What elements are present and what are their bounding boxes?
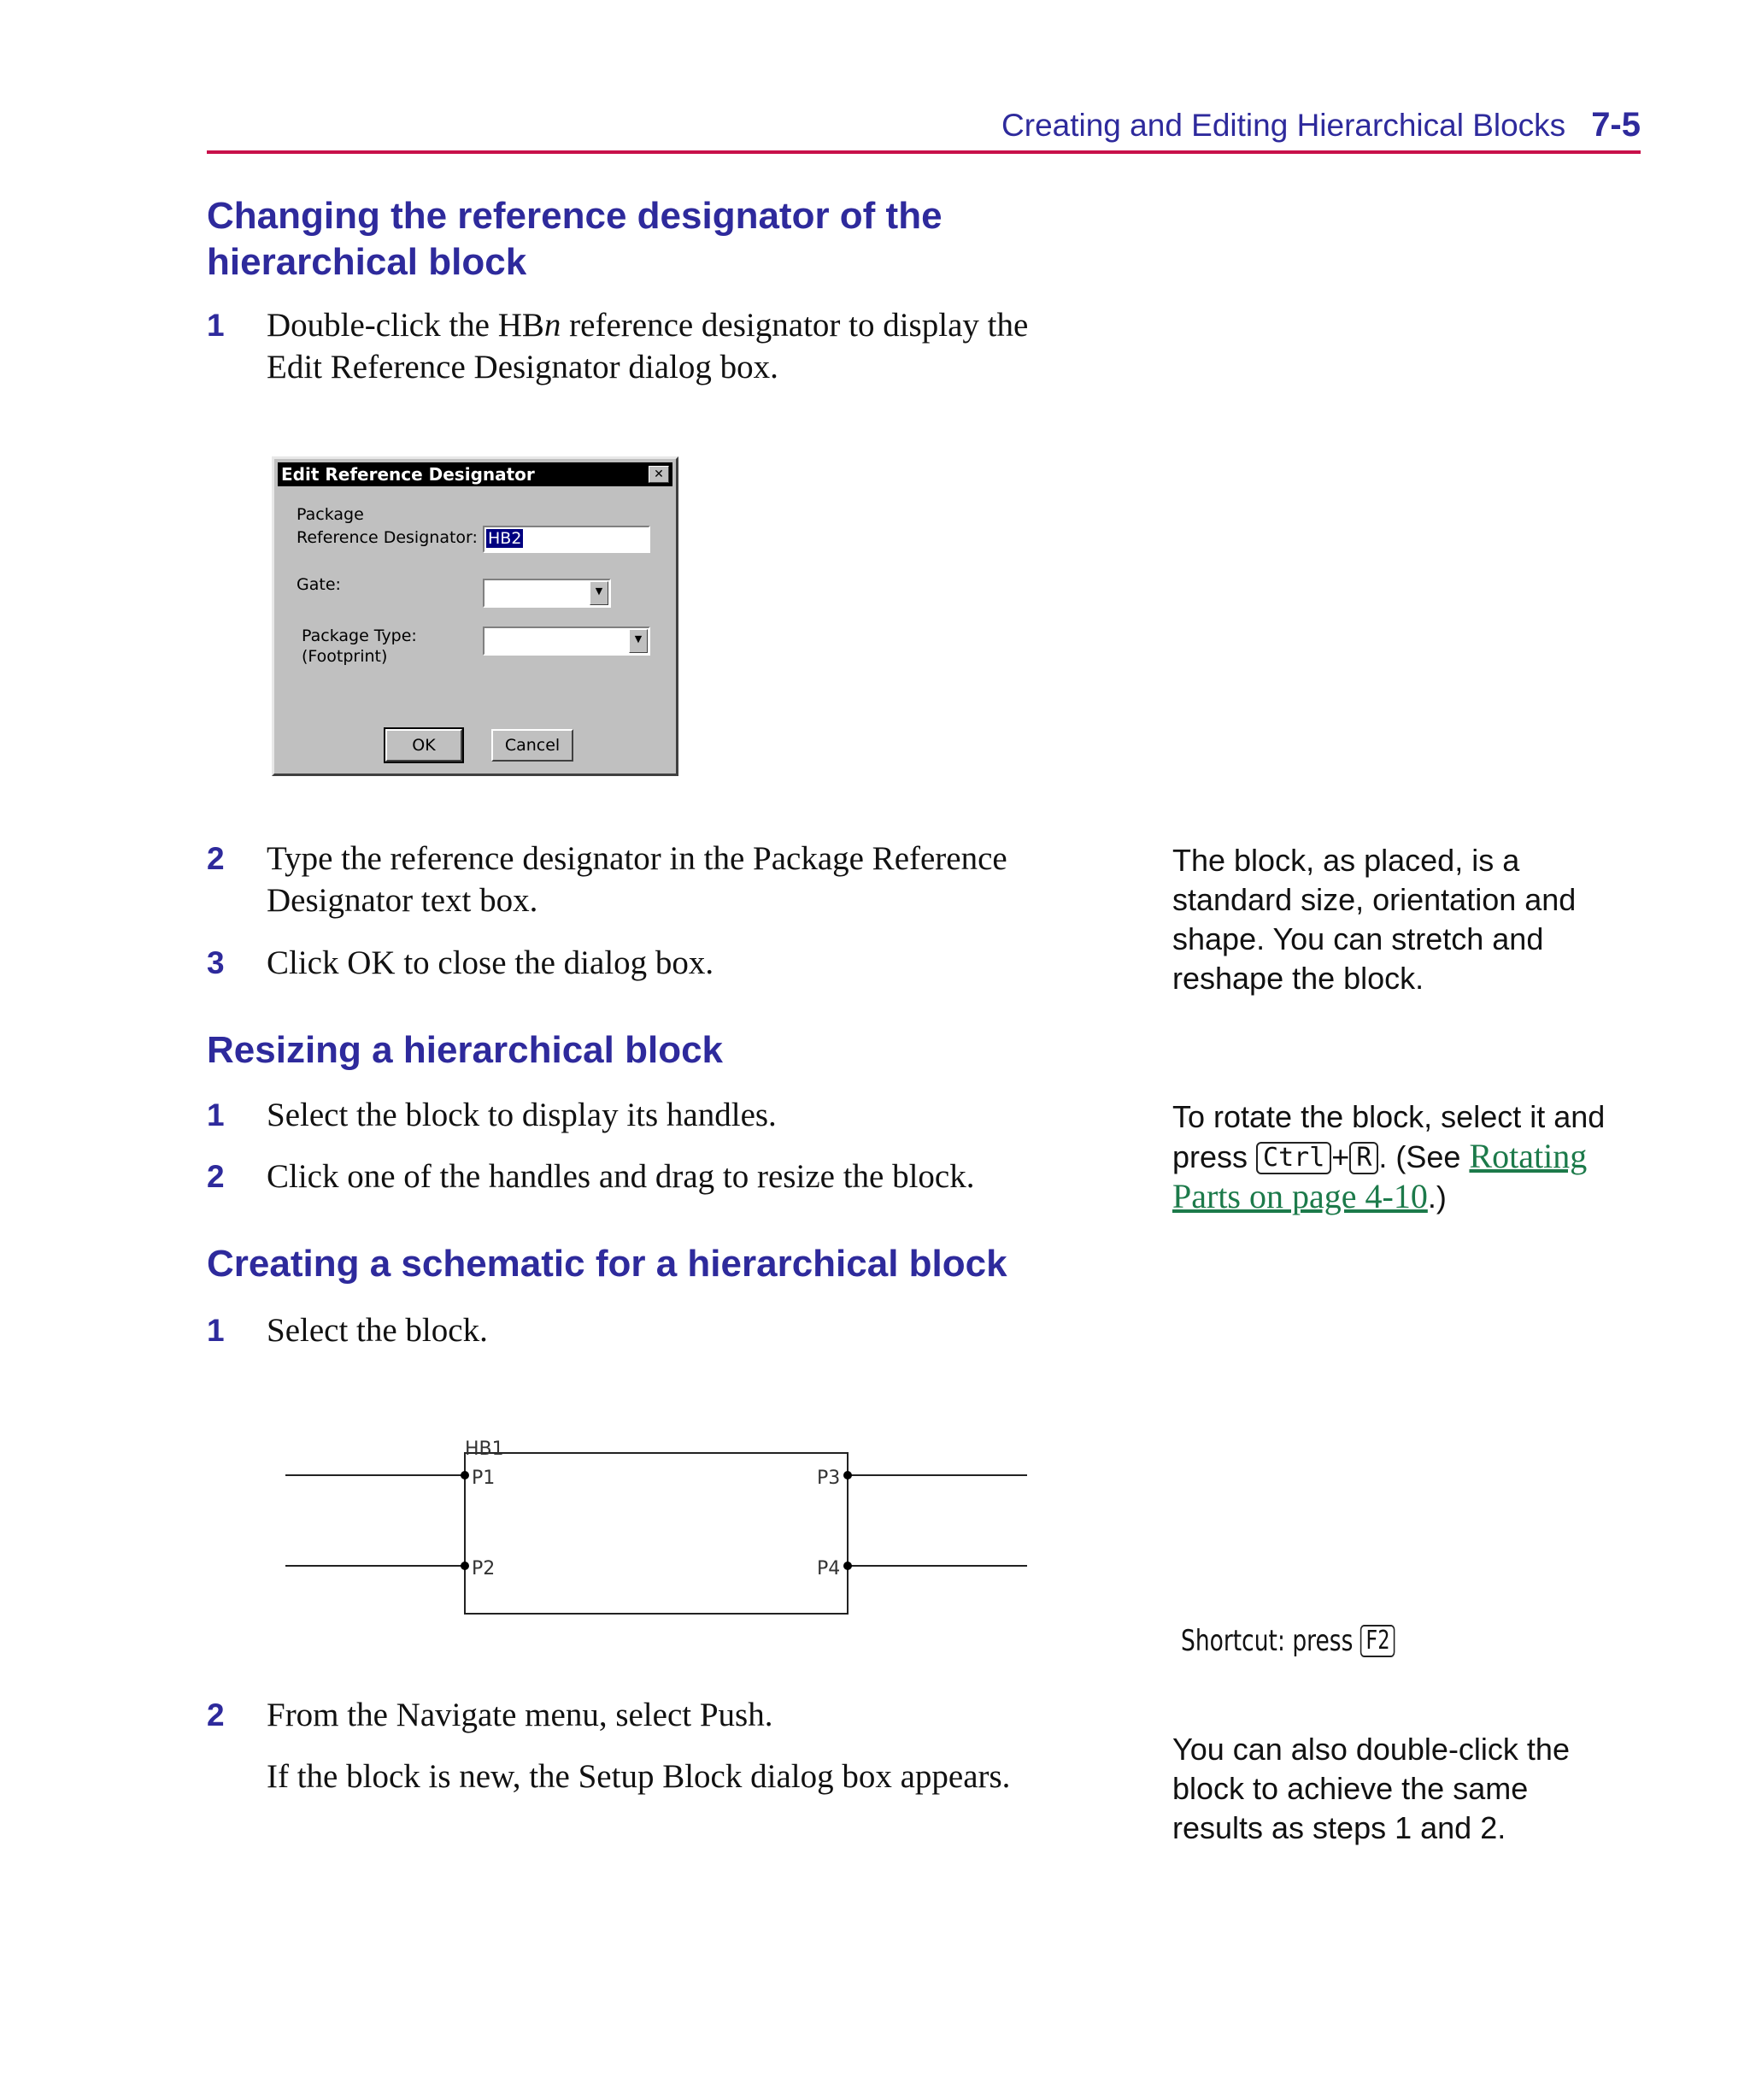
step-text-line: Edit Reference Designator dialog box.: [267, 349, 778, 385]
pin-label: P2: [472, 1558, 496, 1579]
step-text: [267, 304, 1104, 388]
cancel-button[interactable]: Cancel: [491, 729, 573, 762]
page-number: 7-5: [1591, 106, 1641, 144]
dialog-title: Edit Reference Designator: [281, 464, 535, 485]
block-label: HB1: [465, 1438, 504, 1460]
gate-select[interactable]: [483, 579, 611, 608]
side-note-line: shape. You can stretch and: [1172, 921, 1544, 956]
package-type-select[interactable]: [483, 626, 650, 656]
side-note-line: You can also double-click the: [1172, 1732, 1570, 1767]
step-text: Select the block to display its handles.: [267, 1097, 777, 1133]
key-ctrl: Ctrl: [1256, 1142, 1331, 1174]
step-text-part: Double-click the HB: [267, 307, 544, 344]
step-text-part: reference designator to display the: [561, 307, 1029, 344]
rotating-parts-link[interactable]: Rotating: [1469, 1137, 1588, 1175]
side-note-line: The block, as placed, is a: [1172, 843, 1520, 878]
close-icon[interactable]: ✕: [649, 466, 669, 483]
step-number: 1: [207, 1097, 225, 1132]
running-header: [1001, 106, 1641, 144]
pin-dot: [461, 1562, 469, 1570]
chevron-down-icon[interactable]: ▼: [629, 629, 648, 653]
edit-reference-designator-dialog: [272, 456, 678, 776]
side-note-text: .): [1427, 1179, 1447, 1215]
footprint-label: (Footprint): [302, 647, 388, 666]
step-text: Click OK to close the dialog box.: [267, 944, 714, 981]
side-note-text: +: [1331, 1139, 1350, 1174]
package-label: Package: [297, 505, 364, 524]
step-number: 3: [207, 945, 225, 980]
rotating-parts-link-cont[interactable]: Parts on page 4-10: [1172, 1177, 1428, 1215]
chevron-down-icon[interactable]: ▼: [590, 581, 608, 605]
side-note-line: To rotate the block, select it and: [1172, 1099, 1606, 1134]
package-type-label: Package Type:: [302, 626, 417, 645]
shortcut-note: [1181, 1624, 1395, 1658]
step-text-line: Type the reference designator in the Package Reference: [267, 840, 1007, 877]
step-text: Select the block.: [267, 1312, 488, 1349]
key-f2: F2: [1360, 1625, 1395, 1657]
step-text: Click one of the handles and drag to resize the block.: [267, 1158, 975, 1195]
side-note-line: [1172, 1137, 1651, 1177]
hierarchical-block-schematic: [282, 1429, 1034, 1626]
step-text: From the Navigate menu, select Push.: [267, 1697, 773, 1733]
step-number: 2: [207, 841, 225, 876]
side-note-block-size: [1172, 841, 1651, 998]
side-note-double-click: [1172, 1730, 1651, 1848]
step-number: 1: [207, 1313, 225, 1348]
section-heading-creating-schematic: Creating a schematic for a hierarchical block: [207, 1243, 1007, 1285]
side-note-text: press: [1172, 1139, 1248, 1174]
step-number: 1: [207, 308, 225, 343]
step-text: [267, 838, 1104, 921]
section-heading-refdes: [207, 193, 943, 285]
step-subtext: If the block is new, the Setup Block dialog box appears.: [267, 1758, 1011, 1795]
ok-button[interactable]: OK: [385, 729, 462, 762]
side-note-text: . (See: [1378, 1139, 1470, 1174]
step-number: 2: [207, 1697, 225, 1732]
pin-label: P3: [817, 1468, 841, 1489]
running-title: Creating and Editing Hierarchical Blocks: [1001, 108, 1566, 143]
side-note-rotate: [1172, 1097, 1651, 1217]
step-text-line: Designator text box.: [267, 882, 538, 919]
heading-line: hierarchical block: [207, 241, 527, 283]
dialog-titlebar: [278, 462, 672, 486]
side-note-line: results as steps 1 and 2.: [1172, 1810, 1506, 1845]
block-outline[interactable]: [465, 1453, 848, 1614]
pin-label: P4: [817, 1558, 841, 1579]
reference-designator-label: Reference Designator:: [297, 528, 478, 547]
reference-designator-value: HB2: [488, 529, 522, 548]
section-heading-resizing: Resizing a hierarchical block: [207, 1029, 724, 1071]
key-r: R: [1349, 1142, 1378, 1174]
header-rule: [207, 150, 1641, 154]
side-note-line: standard size, orientation and: [1172, 882, 1577, 917]
side-note-line: [1172, 1177, 1651, 1217]
step-text-italic: n: [543, 307, 561, 344]
pin-dot: [843, 1562, 852, 1570]
side-note-line: block to achieve the same: [1172, 1771, 1529, 1806]
pin-dot: [843, 1471, 852, 1479]
pin-dot: [461, 1471, 469, 1479]
shortcut-label: Shortcut: press: [1181, 1624, 1354, 1658]
side-note-line: reshape the block.: [1172, 961, 1424, 996]
gate-label: Gate:: [297, 575, 341, 594]
step-number: 2: [207, 1159, 225, 1194]
heading-line: Changing the reference designator of the: [207, 195, 943, 237]
pin-label: P1: [472, 1468, 496, 1489]
reference-designator-input[interactable]: [483, 526, 650, 553]
